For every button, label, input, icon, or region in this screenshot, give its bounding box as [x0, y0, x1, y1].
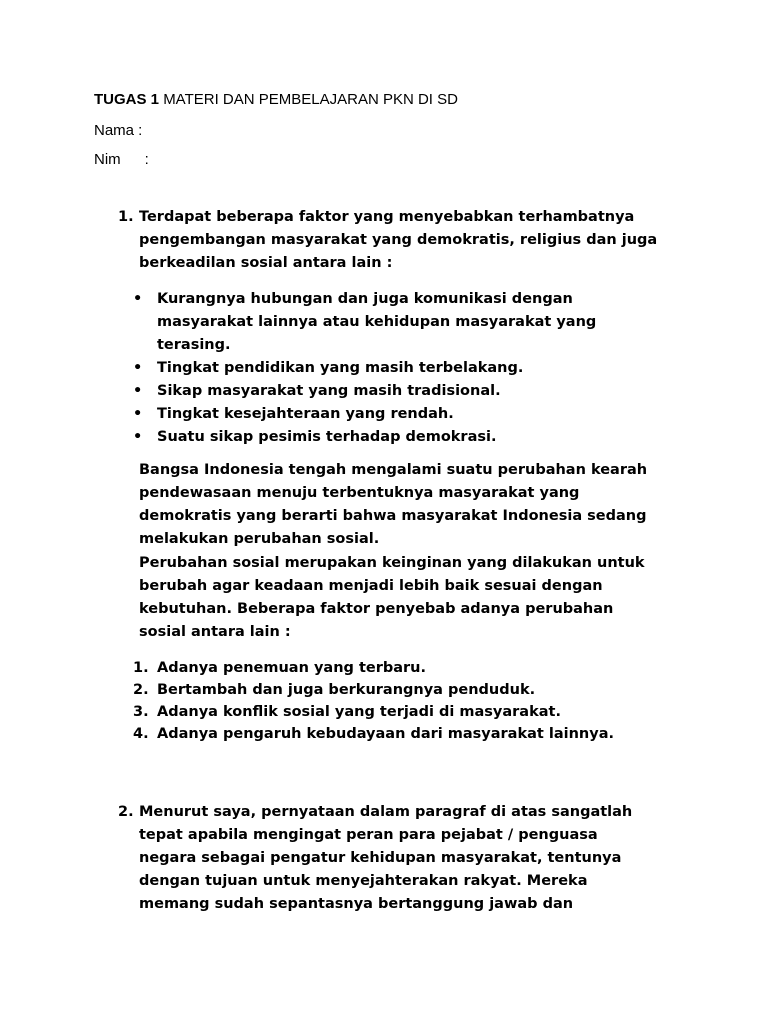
list-number: 1.: [133, 660, 149, 676]
task-label: TUGAS 1: [94, 91, 160, 108]
list-item-text: Adanya konflik sosial yang terjadi di masyarakat.: [157, 704, 561, 720]
question-1-text: Terdapat beberapa faktor yang menyebabkan terhambatnya pengembangan masyarakat yang demokratis, religius dan juga berkeadilan sosial antara lain :: [139, 209, 658, 271]
list-item-text: Adanya pengaruh kebudayaan dari masyarakat lainnya.: [157, 726, 614, 742]
question-2-text: Menurut saya, pernyataan dalam paragraf di atas sangatlah tepat apabila mengingat peran para pejabat / penguasa negara sebagai pengatur kehidupan masyarakat, tentunya dengan tujuan untuk menyejahterakan rakyat. Mereka memang sudah sepantasnya bertanggung jawab dan: [139, 804, 633, 912]
document-title: [94, 91, 458, 108]
question-1-number: 1.: [118, 209, 134, 225]
list-item-text: Sikap masyarakat yang masih tradisional.: [157, 383, 501, 399]
paragraph-social-change: Bangsa Indonesia tengah mengalami suatu perubahan kearah pendewasaan menuju terbentuknya masyarakat yang demokratis yang berarti bahwa masyarakat Indonesia sedang melakukan perubahan sosial.: [139, 462, 648, 547]
list-number: 3.: [133, 704, 149, 720]
nim-colon: :: [144, 151, 149, 168]
list-item-text: Adanya penemuan yang terbaru.: [157, 660, 427, 676]
bullet-marker: •: [133, 360, 143, 376]
name-line: [94, 122, 142, 139]
list-item-text: Kurangnya hubungan dan juga komunikasi dengan masyarakat lainnya atau kehidupan masyarakat yang terasing.: [157, 291, 597, 353]
list-item: [133, 657, 614, 679]
name-label: Nama :: [94, 122, 143, 139]
list-number: 4.: [133, 726, 149, 742]
list-item-text: Tingkat kesejahteraan yang rendah.: [157, 406, 454, 422]
list-item-text: Suatu sikap pesimis terhadap demokrasi.: [157, 429, 497, 445]
list-item: [133, 679, 614, 701]
list-item: [131, 357, 677, 380]
paragraph-change-factors: Perubahan sosial merupakan keinginan yang dilakukan untuk berubah agar keadaan menjadi lebih baik sesuai dengan kebutuhan. Beberapa faktor penyebab adanya perubahan sosial antara lain :: [139, 555, 645, 640]
bullet-marker: •: [133, 429, 143, 445]
list-item: [133, 701, 614, 723]
bullet-marker: •: [133, 406, 143, 422]
obstacle-list: [131, 288, 677, 449]
cause-list: [133, 657, 614, 745]
nim-label: Nim: [94, 151, 121, 168]
list-item: [131, 426, 677, 449]
question-2-number: 2.: [118, 804, 134, 820]
list-item: [131, 380, 677, 403]
list-item-text: Tingkat pendidikan yang masih terbelakang.: [157, 360, 524, 376]
nim-line: [94, 151, 149, 168]
list-item: [133, 723, 614, 745]
list-item-text: Bertambah dan juga berkurangnya penduduk.: [157, 682, 536, 698]
list-item: [131, 403, 677, 426]
task-title: MATERI DAN PEMBELAJARAN PKN DI SD: [163, 91, 458, 108]
list-item: [131, 288, 677, 357]
list-number: 2.: [133, 682, 149, 698]
bullet-marker: •: [133, 291, 143, 307]
bullet-marker: •: [133, 383, 143, 399]
